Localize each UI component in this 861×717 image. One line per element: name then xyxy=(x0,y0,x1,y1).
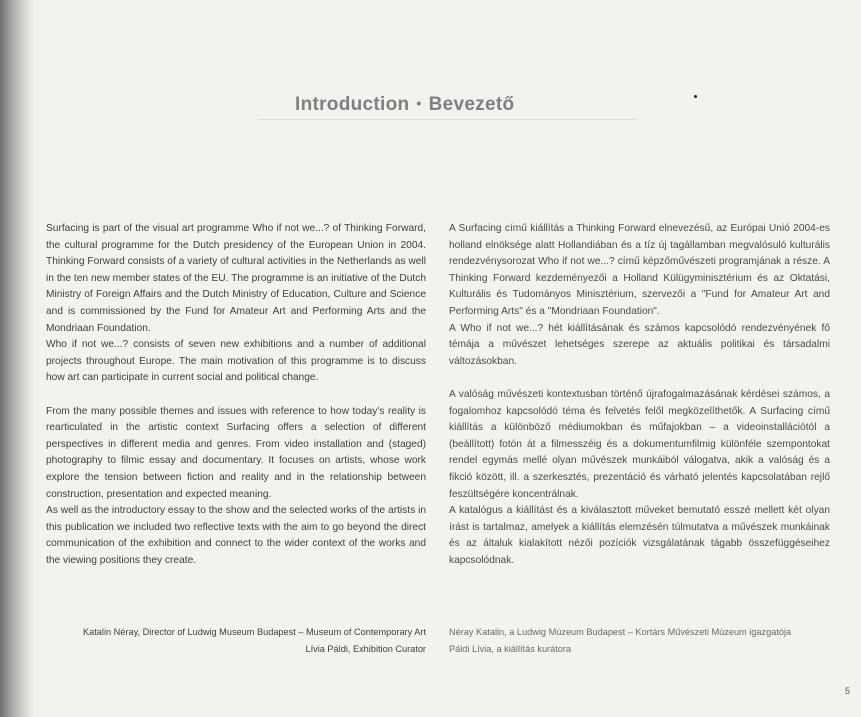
hungarian-column xyxy=(449,221,830,569)
english-paragraph-2: Who if not we...? consists of seven new exhibitions and a number of additional projects throughout Europe. The main motivation of this programme is to discuss how art can participate in current social and political change. xyxy=(46,339,426,384)
english-column xyxy=(46,221,426,569)
book-gutter-shadow xyxy=(0,0,34,717)
title-english: Introduction xyxy=(295,94,410,115)
credit-director: Katalin Néray, Director of Ludwig Museum Budapest – Museum of Contemporary Art xyxy=(83,627,426,637)
credit-curator-hu: Páldi Lívia, a kiállítás kurátora xyxy=(449,644,572,654)
title-underline xyxy=(258,119,636,120)
page-number: 5 xyxy=(845,686,851,696)
credit-curator: Lívia Páldi, Exhibition Curator xyxy=(305,644,426,654)
english-paragraph-1: Surfacing is part of the visual art programme Who if not we...? of Thinking Forward, the cultural programme for the Dutch presidency of the European Union in 2004. Thinking Forward consists of a variety of cultural activities in the Netherlands as well in the ten new member states of the EU. The programme is an initiative of the Dutch Ministry of Foreign Affairs and the Dutch Ministry of Education, Culture and Science and is commissioned by the Fund for Amateur Art and Performing Arts and the Mondriaan Foundation. xyxy=(46,223,426,334)
english-paragraph-4: As well as the introductory essay to the show and the selected works of the artists in this publication we included two reflective texts with the aim to go beyond the direct communication of the exhibition and connect to the wider context of the works and the viewing positions they create. xyxy=(46,505,426,566)
print-speck xyxy=(694,95,697,98)
english-paragraph-3: From the many possible themes and issues with reference to how today's reality is rearticulated in the artistic context Surfacing offers a selection of different perspectives in different media and genres. From video installation and (staged) photography to filmic essay and documentary. It focuses on artists, whose work explore the tension between fiction and reality and in the relationship between construction, presentation and expected meaning. xyxy=(46,405,426,500)
title-hungarian: Bevezető xyxy=(428,94,515,115)
hungarian-paragraph-3: A valóság művészeti kontextusban történő újrafogalmazásának kérdései számos, a fogalomhoz kapcsolódó téma és felvetés felől megközelíthetők. A Surfacing című kiállítás a különböző médiumokban és műfajokban – a videoinstallációtól a (beállított) fotón át a filmesszéig és a dokumentumfilmig különféle szempontokat rendel egymás mellé olyan művészek munkáiból válogatva, akik a valóság és a fikció között, ill. a szerkesztés, prezentáció és várható jelentés kapcsolatában rejlő feszültségére koncentrálnak. xyxy=(449,388,830,500)
hungarian-paragraph-4: A katalógus a kiállítást és a kiválasztott műveket bemutató esszé mellett két olyan írást is tartalmaz, amelyek a kiállítás elemzésén túlmutatva a művészek munkáinak és az általuk kialakított nézői pozíciók vizsgálatának tágabb összefüggéseihez kapcsolódnak. xyxy=(449,505,830,566)
english-credits xyxy=(83,624,426,658)
hungarian-paragraph-2: A Who if not we...? hét kiállításának és számos kapcsolódó rendezvényének fő témája a művészet lehetséges szerepe az aktuális politikai és társadalmi változásokban. xyxy=(449,322,830,367)
title-separator: • xyxy=(416,95,422,111)
page-title xyxy=(295,94,514,116)
credit-director-hu: Néray Katalin, a Ludwig Múzeum Budapest – Kortárs Művészeti Múzeum igazgatója xyxy=(449,627,792,637)
hungarian-credits xyxy=(449,624,791,658)
hungarian-paragraph-1: A Surfacing című kiállítás a Thinking Forward elnevezésű, az Európai Unió 2004-es holland elnöksége alatt Hollandiában és a tíz új tagállamban megvalósuló kulturális rendezvénysorozat Who if not we...? című képzőművészeti programjának a része. A Thinking Forward kezdeményezői a Holland Külügyminisztérium és az Oktatási, Kulturális és Tudományos Minisztérium, szervezői a "Fund for Amateur Art and Performing Arts" és a "Mondriaan Foundation". xyxy=(449,223,830,317)
